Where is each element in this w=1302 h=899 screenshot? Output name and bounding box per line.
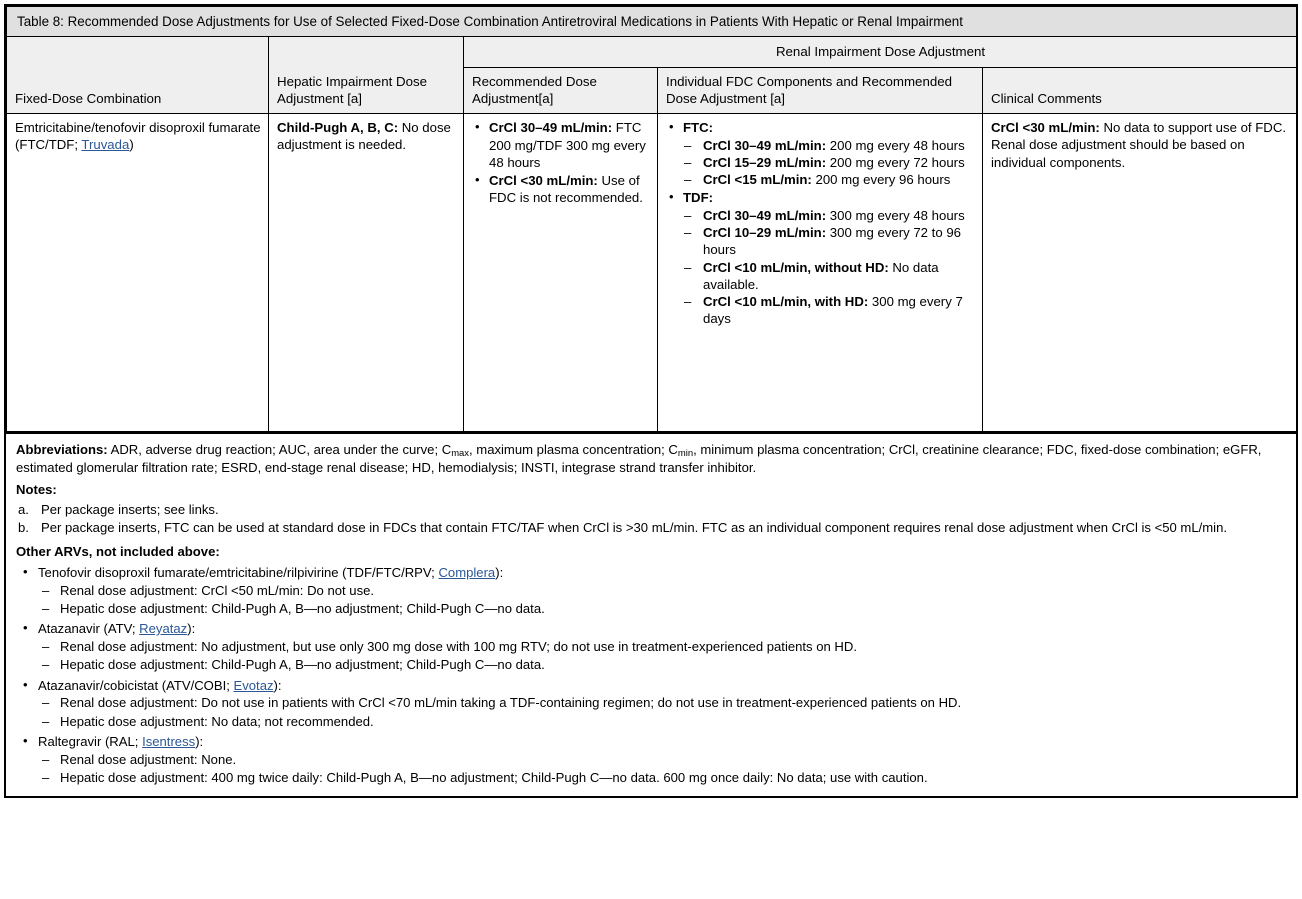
list-item: – Renal dose adjustment: No adjustment, but use only 300 mg dose with 100 mg RTV; do not use in treatment-experienced patients on HD. bbox=[38, 638, 1287, 656]
abbreviations-part-1: ADR, adverse drug reaction; AUC, area under the curve; C bbox=[107, 442, 452, 458]
crcl-range-label: CrCl 10–29 mL/min: bbox=[703, 224, 827, 240]
crcl-range-text: 300 mg every 48 hours bbox=[826, 207, 965, 223]
cell-fixed-dose-combination bbox=[7, 114, 269, 432]
fdc-abbrev-suffix: ) bbox=[129, 137, 134, 153]
list-item: – Renal dose adjustment: None. bbox=[38, 751, 1287, 769]
table-title-row bbox=[7, 7, 1297, 37]
note-text: Per package inserts; see links. bbox=[41, 502, 219, 518]
crcl-range-label: CrCl <30 mL/min: bbox=[489, 173, 598, 189]
list-item bbox=[683, 207, 975, 224]
crcl-range-text: Use of FDC is not recommended. bbox=[489, 173, 643, 206]
crcl-range-text: 200 mg every 72 hours bbox=[826, 154, 965, 170]
arv-name bbox=[38, 677, 1287, 695]
table-footnotes bbox=[4, 434, 1298, 797]
arv-adjustment-sublist bbox=[38, 751, 1287, 788]
list-item: – Hepatic dose adjustment: No data; not recommended. bbox=[38, 713, 1287, 731]
crcl-range-label: CrCl <10 mL/min, without HD: bbox=[703, 259, 889, 275]
crcl-range-label: CrCl 30–49 mL/min: bbox=[703, 207, 827, 223]
table-header-row-1 bbox=[7, 37, 1297, 67]
list-item bbox=[683, 171, 975, 188]
fdc-abbrev-prefix: (FTC/TDF; bbox=[15, 137, 82, 153]
list-item: – Hepatic dose adjustment: Child-Pugh A, B—no adjustment; Child-Pugh C—no data. bbox=[38, 656, 1287, 674]
note-text: Per package inserts, FTC can be used at standard dose in FDCs that contain FTC/TAF when CrCl is >30 mL/min. FTC as an individual component requires renal dose adjustment when CrCl is <50 mL/min. bbox=[41, 519, 1227, 535]
component-label-ftc: FTC: bbox=[683, 120, 714, 136]
ftc-dose-sublist bbox=[683, 137, 975, 189]
arv-adjustment-sublist bbox=[38, 694, 1287, 731]
list-item bbox=[683, 259, 975, 294]
crcl-range-label: CrCl 30–49 mL/min: bbox=[489, 120, 613, 136]
note-marker: a. bbox=[18, 502, 29, 518]
list-item bbox=[472, 119, 650, 171]
list-item bbox=[683, 154, 975, 171]
list-item bbox=[16, 564, 1287, 618]
arv-name-prefix: Atazanavir/cobicistat (ATV/COBI; bbox=[38, 677, 234, 693]
table-title: Table 8: Recommended Dose Adjustments for Use of Selected Fixed-Dose Combination Antiretroviral Medications in Patients With Hepatic or Renal Impairment bbox=[7, 7, 1297, 37]
list-item bbox=[683, 224, 975, 259]
link-truvada[interactable]: Truvada bbox=[81, 137, 130, 153]
arv-name-suffix: ): bbox=[495, 564, 504, 580]
crcl-range-text: 300 mg every 7 days bbox=[703, 294, 963, 327]
arv-name bbox=[38, 620, 1287, 638]
other-arvs-list bbox=[16, 564, 1287, 788]
list-item bbox=[16, 733, 1287, 787]
link-isentress[interactable]: Isentress bbox=[142, 734, 196, 750]
cell-hepatic-impairment bbox=[269, 114, 464, 432]
cell-individual-fdc-components bbox=[658, 114, 983, 432]
list-item: – Hepatic dose adjustment: 400 mg twice daily: Child-Pugh A, B—no adjustment; Child-Pugh C—no data. 600 mg once daily: No data; use with caution. bbox=[38, 769, 1287, 787]
link-evotaz[interactable]: Evotaz bbox=[233, 677, 274, 693]
arv-name-suffix: ): bbox=[273, 677, 282, 693]
fdc-components-list bbox=[666, 119, 975, 327]
hepatic-child-pugh-label: Child-Pugh A, B, C: bbox=[277, 120, 399, 136]
recommended-dose-list bbox=[472, 119, 650, 206]
tdf-dose-sublist bbox=[683, 207, 975, 328]
arv-adjustment-sublist bbox=[38, 582, 1287, 619]
abbreviations-subscript-max: max bbox=[451, 447, 470, 459]
notes-label: Notes: bbox=[16, 482, 57, 498]
arv-adjustment-sublist bbox=[38, 638, 1287, 675]
clinical-comment-text: No data to support use of FDC. Renal dose adjustment should be based on individual components. bbox=[991, 120, 1287, 170]
crcl-range-label: CrCl <15 mL/min: bbox=[703, 172, 812, 188]
column-header-hepatic-impairment: Hepatic Impairment Dose Adjustment [a] bbox=[269, 37, 464, 114]
link-reyataz[interactable]: Reyataz bbox=[139, 621, 188, 637]
list-item bbox=[666, 119, 975, 188]
column-header-clinical-comments: Clinical Comments bbox=[983, 67, 1297, 114]
link-complera[interactable]: Complera bbox=[438, 564, 496, 580]
clinical-crcl-label: CrCl <30 mL/min: bbox=[991, 120, 1100, 136]
list-item bbox=[16, 620, 1287, 674]
component-label-tdf: TDF: bbox=[683, 190, 714, 206]
hepatic-child-pugh-text: No dose adjustment is needed. bbox=[277, 120, 451, 153]
column-group-header-renal-impairment: Renal Impairment Dose Adjustment bbox=[464, 37, 1297, 67]
column-header-recommended-dose-adjustment: Recommended Dose Adjustment[a] bbox=[464, 67, 658, 114]
cell-recommended-dose-adjustment bbox=[464, 114, 658, 432]
crcl-range-text: 200 mg every 96 hours bbox=[811, 172, 951, 188]
crcl-range-text: No data available. bbox=[703, 259, 939, 292]
list-item bbox=[472, 172, 650, 207]
crcl-range-text: 200 mg every 48 hours bbox=[826, 137, 965, 153]
column-header-fixed-dose-combination: Fixed-Dose Combination bbox=[7, 37, 269, 114]
crcl-range-label: CrCl 15–29 mL/min: bbox=[703, 154, 827, 170]
cell-clinical-comments bbox=[983, 114, 1297, 432]
crcl-range-text: FTC 200 mg/TDF 300 mg every 48 hours bbox=[489, 120, 646, 170]
arv-name-suffix: ): bbox=[195, 734, 204, 750]
other-arvs-label: Other ARVs, not included above: bbox=[16, 544, 220, 560]
list-item bbox=[16, 519, 1287, 536]
crcl-range-label: CrCl 30–49 mL/min: bbox=[703, 137, 827, 153]
abbreviations-subscript-min: min bbox=[677, 447, 694, 459]
list-item bbox=[16, 677, 1287, 731]
list-item bbox=[16, 501, 1287, 518]
list-item: – Renal dose adjustment: CrCl <50 mL/min: Do not use. bbox=[38, 582, 1287, 600]
list-item bbox=[683, 137, 975, 154]
arv-name-suffix: ): bbox=[187, 621, 196, 637]
dose-adjustment-table bbox=[6, 6, 1297, 432]
abbreviations-label: Abbreviations: bbox=[16, 442, 108, 458]
notes-list bbox=[16, 501, 1287, 536]
note-marker: b. bbox=[18, 519, 29, 535]
list-item: – Hepatic dose adjustment: Child-Pugh A, B—no adjustment; Child-Pugh C—no data. bbox=[38, 600, 1287, 618]
dose-adjustment-table-frame bbox=[4, 4, 1298, 434]
arv-name-prefix: Tenofovir disoproxil fumarate/emtricitabine/rilpivirine (TDF/FTC/RPV; bbox=[38, 564, 439, 580]
fdc-abbrev-line bbox=[15, 136, 261, 153]
crcl-range-label: CrCl <10 mL/min, with HD: bbox=[703, 294, 869, 310]
crcl-range-text: 300 mg every 72 to 96 hours bbox=[703, 224, 962, 258]
abbreviations-part-3: , minimum plasma concentration; CrCl, creatinine clearance; FDC, fixed-dose combination; eGFR, estimated glomerular filtration rate; ESRD, end-stage renal disease; HD, hemodialysis; INSTI, integrase strand transfer inhibitor. bbox=[16, 442, 1262, 475]
arv-name bbox=[38, 733, 1287, 751]
column-header-individual-fdc-components: Individual FDC Components and Recommended Dose Adjustment [a] bbox=[658, 67, 983, 114]
abbreviations-part-2: , maximum plasma concentration; C bbox=[469, 442, 678, 458]
table-row bbox=[7, 114, 1297, 432]
arv-name-prefix: Raltegravir (RAL; bbox=[38, 734, 143, 750]
abbreviations-paragraph bbox=[16, 441, 1287, 476]
arv-name-prefix: Atazanavir (ATV; bbox=[38, 621, 140, 637]
arv-name bbox=[38, 564, 1287, 582]
list-item: – Renal dose adjustment: Do not use in patients with CrCl <70 mL/min taking a TDF-containing regimen; do not use in treatment-experienced patients on HD. bbox=[38, 694, 1287, 712]
fdc-name: Emtricitabine/tenofovir disoproxil fumarate bbox=[15, 120, 261, 136]
list-item bbox=[683, 293, 975, 328]
list-item bbox=[666, 189, 975, 327]
